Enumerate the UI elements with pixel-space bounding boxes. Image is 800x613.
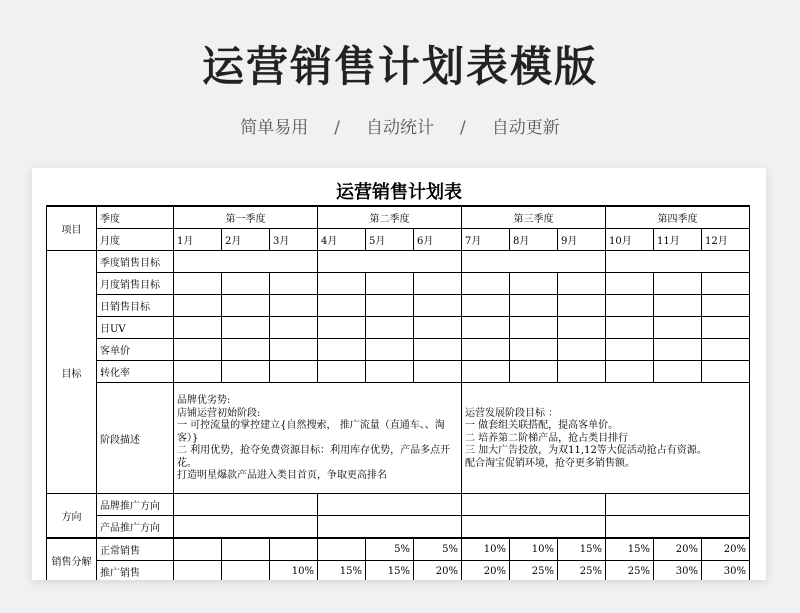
stage-description-right[interactable]: [462, 383, 750, 494]
cell[interactable]: [366, 339, 414, 361]
stage-line: 二 利用优势，抢夺免费资源目标：利用库存优势，产品多点开花。: [177, 445, 451, 469]
sales-cell[interactable]: 10%: [510, 538, 558, 561]
cell[interactable]: [414, 295, 462, 317]
month-row: [47, 229, 750, 251]
quarter-2: 第二季度: [318, 206, 462, 229]
cell[interactable]: [174, 516, 318, 539]
sales-row: [47, 538, 750, 561]
sales-cell[interactable]: 30%: [702, 561, 750, 581]
cell[interactable]: [174, 295, 222, 317]
cell[interactable]: [318, 273, 366, 295]
cell[interactable]: [606, 295, 654, 317]
cell[interactable]: [510, 361, 558, 383]
goal-row-label: 日销售目标: [97, 295, 174, 317]
month-cell: 5月: [366, 229, 414, 251]
cell[interactable]: [318, 361, 366, 383]
cell[interactable]: [702, 339, 750, 361]
cell[interactable]: [270, 273, 318, 295]
cell[interactable]: [606, 339, 654, 361]
sales-cell[interactable]: [318, 538, 366, 561]
sales-cell[interactable]: 20%: [702, 538, 750, 561]
cell[interactable]: [174, 494, 318, 516]
sales-cell[interactable]: 25%: [510, 561, 558, 581]
stage-line: 二 培养第二阶梯产品，抢占类目排行: [465, 432, 629, 444]
cell[interactable]: [558, 361, 606, 383]
month-label: 月度: [97, 229, 174, 251]
direction-row-label: 产品推广方向: [97, 516, 174, 539]
cell[interactable]: [606, 251, 750, 273]
sales-cell[interactable]: [270, 538, 318, 561]
sales-cell[interactable]: 30%: [654, 561, 702, 581]
sales-cell[interactable]: 25%: [558, 561, 606, 581]
cell[interactable]: [606, 516, 750, 539]
stage-line: 三 加大广告投放，为双11,12等大促活动抢占有资源。: [465, 445, 707, 457]
month-cell: 2月: [222, 229, 270, 251]
quarter-4: 第四季度: [606, 206, 750, 229]
direction-row: [47, 494, 750, 516]
cell[interactable]: [510, 317, 558, 339]
cell[interactable]: [510, 273, 558, 295]
stage-description-left[interactable]: [174, 383, 462, 494]
sales-cell[interactable]: 15%: [366, 561, 414, 581]
stage-line: 店铺运营初始阶段:: [177, 407, 261, 419]
goal-row-label: 月度销售目标: [97, 273, 174, 295]
stage-line: 一 做套组关联搭配，提高客单价。: [465, 420, 619, 432]
cell[interactable]: [366, 273, 414, 295]
month-cell: 8月: [510, 229, 558, 251]
direction-row-label: 品牌推广方向: [97, 494, 174, 516]
goal-row: [47, 295, 750, 317]
sales-cell[interactable]: [174, 561, 222, 581]
sales-section-label: 销售分解: [47, 538, 97, 580]
project-label: 项目: [47, 206, 97, 251]
cell[interactable]: [462, 494, 606, 516]
direction-row: [47, 516, 750, 539]
cell[interactable]: [606, 317, 654, 339]
goal-row: [47, 339, 750, 361]
quarter-1: 第一季度: [174, 206, 318, 229]
tag-auto-stat: 自动统计: [366, 118, 434, 138]
cell[interactable]: [414, 317, 462, 339]
cell[interactable]: [414, 339, 462, 361]
month-cell: 12月: [702, 229, 750, 251]
cell[interactable]: [702, 273, 750, 295]
sales-row-label: 正常销售: [97, 538, 174, 561]
cell[interactable]: [414, 273, 462, 295]
cell[interactable]: [654, 339, 702, 361]
month-cell: 3月: [270, 229, 318, 251]
tag-easy: 简单易用: [240, 118, 309, 138]
cell[interactable]: [558, 317, 606, 339]
cell[interactable]: [222, 339, 270, 361]
cell[interactable]: [366, 295, 414, 317]
stage-line: 运营发展阶段目标 ：: [465, 407, 559, 419]
sales-cell[interactable]: 5%: [366, 538, 414, 561]
cell[interactable]: [558, 273, 606, 295]
goal-row: [47, 317, 750, 339]
cell[interactable]: [462, 516, 606, 539]
sales-cell[interactable]: 15%: [318, 561, 366, 581]
direction-section-label: 方向: [47, 494, 97, 539]
cell[interactable]: [318, 339, 366, 361]
sales-cell[interactable]: 15%: [606, 538, 654, 561]
goal-row: [47, 251, 750, 273]
cell[interactable]: [702, 361, 750, 383]
goal-row-label: 季度销售目标: [97, 251, 174, 273]
cell[interactable]: [174, 273, 222, 295]
sales-cell[interactable]: [222, 561, 270, 581]
cell[interactable]: [270, 339, 318, 361]
sales-cell[interactable]: 20%: [462, 561, 510, 581]
sales-cell[interactable]: [222, 538, 270, 561]
sales-cell[interactable]: 15%: [558, 538, 606, 561]
quarter-row: [47, 206, 750, 229]
stage-line: 打造明星爆款产品进入类目首页，争取更高排名: [177, 470, 387, 482]
month-cell: 10月: [606, 229, 654, 251]
tag-separator: /: [334, 118, 340, 138]
cell[interactable]: [366, 361, 414, 383]
cell[interactable]: [222, 295, 270, 317]
cell[interactable]: [654, 361, 702, 383]
cell[interactable]: [558, 295, 606, 317]
goal-row: [47, 361, 750, 383]
cell[interactable]: [462, 339, 510, 361]
cell[interactable]: [462, 295, 510, 317]
stage-label: 阶段描述: [97, 383, 174, 494]
cell[interactable]: [606, 494, 750, 516]
cell[interactable]: [318, 295, 366, 317]
sales-cell[interactable]: 20%: [414, 561, 462, 581]
cell[interactable]: [654, 273, 702, 295]
stage-line: 品牌优劣势:: [177, 395, 231, 407]
season-label: 季度: [97, 206, 174, 229]
cell[interactable]: [270, 317, 318, 339]
cell[interactable]: [462, 317, 510, 339]
cell[interactable]: [462, 273, 510, 295]
sales-cell[interactable]: [174, 538, 222, 561]
tag-separator: /: [460, 118, 466, 138]
month-cell: 7月: [462, 229, 510, 251]
quarter-3: 第三季度: [462, 206, 606, 229]
cell[interactable]: [174, 251, 318, 273]
sales-cell[interactable]: 20%: [654, 538, 702, 561]
spreadsheet-preview: [32, 168, 766, 580]
cell[interactable]: [222, 361, 270, 383]
cell[interactable]: [318, 317, 366, 339]
goal-row-label: 客单价: [97, 339, 174, 361]
tag-auto-update: 自动更新: [491, 118, 560, 138]
sales-cell[interactable]: 10%: [270, 561, 318, 581]
plan-table: [46, 205, 750, 580]
cell[interactable]: [318, 516, 462, 539]
cell[interactable]: [222, 273, 270, 295]
month-cell: 11月: [654, 229, 702, 251]
page-title: 运营销售计划表模版: [201, 42, 598, 91]
cell[interactable]: [462, 251, 606, 273]
cell[interactable]: [510, 295, 558, 317]
cell[interactable]: [558, 339, 606, 361]
cell[interactable]: [462, 361, 510, 383]
cell[interactable]: [414, 361, 462, 383]
sales-cell[interactable]: 25%: [606, 561, 654, 581]
cell[interactable]: [174, 339, 222, 361]
cell[interactable]: [606, 273, 654, 295]
cell[interactable]: [606, 361, 654, 383]
goal-section-label: 目标: [47, 251, 97, 494]
cell[interactable]: [654, 317, 702, 339]
stage-line: 配合淘宝促销环境，抢夺更多销售额。: [465, 457, 635, 469]
sheet-title: 运营销售计划表: [336, 182, 462, 203]
cell[interactable]: [318, 494, 462, 516]
cell[interactable]: [366, 317, 414, 339]
cell[interactable]: [702, 295, 750, 317]
stage-row: [47, 383, 750, 494]
cell[interactable]: [270, 295, 318, 317]
goal-row-label: 日UV: [97, 317, 174, 339]
cell[interactable]: [174, 361, 222, 383]
cell[interactable]: [510, 339, 558, 361]
sales-row-label: 推广销售: [97, 561, 174, 581]
month-cell: 6月: [414, 229, 462, 251]
sales-cell[interactable]: 5%: [414, 538, 462, 561]
feature-tags: [0, 113, 800, 138]
month-cell: 9月: [558, 229, 606, 251]
goal-row-label: 转化率: [97, 361, 174, 383]
sales-cell[interactable]: 10%: [462, 538, 510, 561]
cell[interactable]: [318, 251, 462, 273]
cell[interactable]: [222, 317, 270, 339]
month-cell: 4月: [318, 229, 366, 251]
cell[interactable]: [654, 295, 702, 317]
month-cell: 1月: [174, 229, 222, 251]
cell[interactable]: [702, 317, 750, 339]
stage-line: 一 可控流量的掌控建立{自然搜索， 推广流量（直通车、、淘客）}: [177, 420, 445, 444]
goal-row: [47, 273, 750, 295]
cell[interactable]: [270, 361, 318, 383]
sales-row: [47, 561, 750, 581]
cell[interactable]: [174, 317, 222, 339]
